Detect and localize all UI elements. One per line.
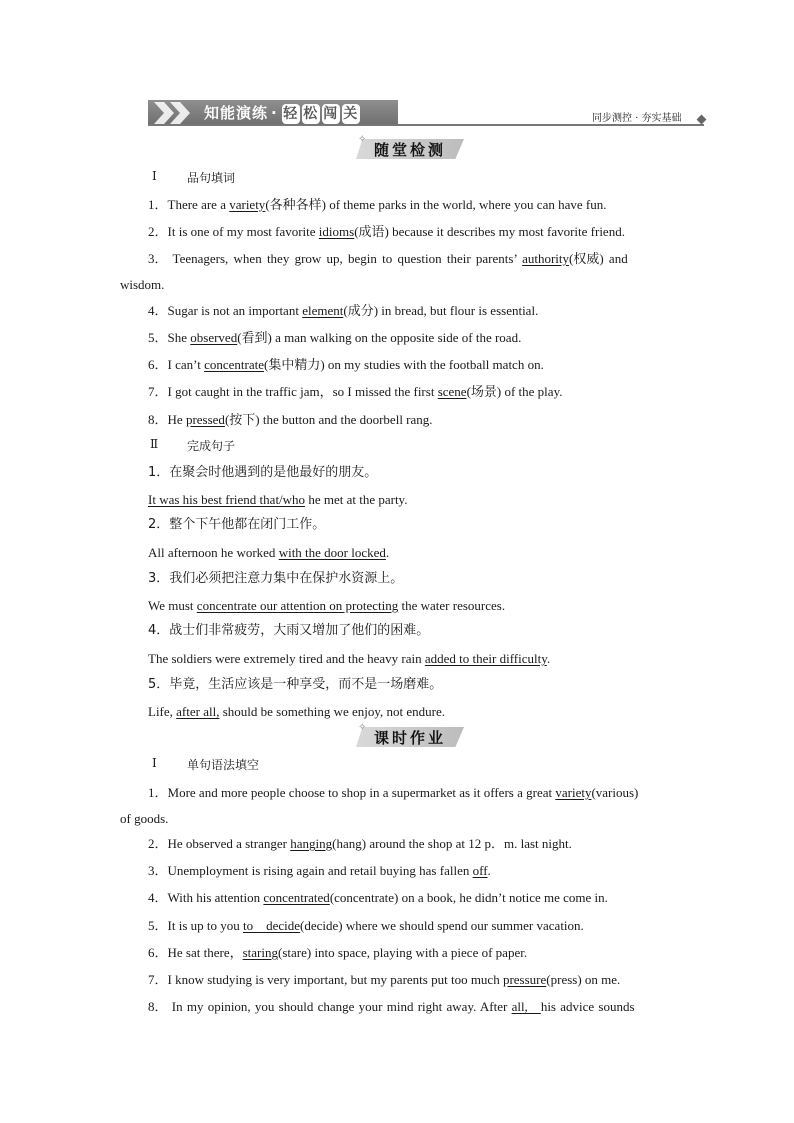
item-text: I can’t: [167, 357, 205, 372]
item-answer: pressed: [185, 412, 225, 427]
double-chevron-icon: [148, 100, 200, 126]
item-number: 4．: [148, 303, 168, 318]
section-tag-in-class: [356, 134, 447, 161]
item-answer: added to their difficulty: [424, 651, 547, 666]
item-text: .: [487, 863, 491, 878]
item-answer: pressure: [502, 972, 547, 987]
header-banner: [148, 100, 398, 126]
item-text: (various): [591, 785, 639, 800]
banner-char: 关: [343, 106, 359, 122]
exercise-item: [148, 863, 491, 879]
item-text: He observed a stranger: [167, 836, 291, 851]
item-text: Sugar is not an important: [167, 303, 303, 318]
answer-sentence: [148, 492, 407, 508]
item-answer: concentrated: [263, 890, 330, 905]
item-text: (场景) of the play.: [466, 384, 563, 399]
item-number: 1．: [148, 197, 168, 212]
section-tag-homework: [356, 722, 447, 749]
item-text: She: [167, 330, 191, 345]
part-title: 单句语法填空: [187, 758, 260, 772]
section-tag-label: 随堂检测: [374, 141, 447, 159]
item-answer: off: [472, 863, 488, 878]
item-text: More and more people choose to shop in a supermarket as it offers a great: [167, 785, 556, 800]
chinese-prompt: 5．毕竟，生活应该是一种享受，而不是一场磨难。: [148, 677, 443, 692]
item-answer: It was his best friend that/who: [148, 492, 306, 507]
item-text: (集中精力) on my studies with the football match on.: [264, 357, 544, 372]
item-text: I got caught in the traffic jam，so I missed the first: [167, 384, 438, 399]
item-text: Unemployment is rising again and retail buying has fallen: [167, 863, 473, 878]
item-text: the water resources.: [398, 598, 506, 613]
banner-char: 闯: [323, 106, 339, 122]
item-answer: concentrate our attention on protecting: [196, 598, 399, 613]
item-text: It is one of my most favorite: [167, 224, 319, 239]
exercise-item: [148, 918, 584, 934]
item-number: 4．: [148, 890, 168, 905]
item-number: 1．: [148, 785, 168, 800]
item-text: (按下) the button and the doorbell rang.: [224, 412, 433, 427]
item-number: 2．: [148, 224, 168, 239]
item-answer: staring: [242, 945, 278, 960]
item-text: he met at the party.: [305, 492, 408, 507]
item-text: .: [546, 651, 551, 666]
item-text: With his attention: [167, 890, 264, 905]
exercise-item: [148, 836, 572, 852]
item-text: (各种各样) of theme parks in the world, where you can have fun.: [265, 197, 607, 212]
exercise-item: [148, 972, 620, 988]
item-text: should be something we enjoy, not endure.: [219, 704, 446, 719]
item-answer: to decide: [243, 918, 301, 933]
item-answer: all,: [511, 999, 541, 1014]
exercise-item: [148, 412, 433, 428]
item-text: (权威) and: [569, 251, 628, 266]
sparkle-icon: ✧: [358, 134, 370, 145]
part-numeral: Ⅱ: [150, 437, 159, 451]
exercise-item-continuation: of goods.: [120, 811, 169, 826]
item-text: All afternoon he worked: [148, 545, 279, 560]
item-text: (concentrate) on a book, he didn’t notice me come in.: [329, 890, 608, 905]
item-answer: hanging: [290, 836, 333, 851]
exercise-item: [148, 945, 527, 961]
part-numeral: Ⅰ: [152, 756, 157, 770]
exercise-item: [148, 251, 628, 267]
header-right-label: 同步测控 · 夯实基础: [592, 113, 682, 124]
banner-char: 轻: [283, 106, 299, 122]
item-text: The soldiers were extremely tired and the heavy rain: [148, 651, 425, 666]
item-answer: with the door locked: [278, 545, 386, 560]
item-text: He: [167, 412, 186, 427]
item-text: Teenagers, when they grow up, begin to question their parents’: [172, 251, 523, 266]
header-rule: [148, 124, 704, 126]
item-text: (看到) a man walking on the opposite side of the road.: [237, 330, 522, 345]
sparkle-icon: ✧: [358, 722, 370, 733]
exercise-item: [148, 224, 625, 240]
exercise-item-continuation: wisdom.: [120, 277, 165, 292]
item-text: .: [385, 545, 390, 560]
item-number: 6．: [148, 357, 168, 372]
answer-sentence: [148, 651, 550, 667]
exercise-item: [148, 197, 606, 213]
item-text: (hang) around the shop at 12 p．m. last night.: [332, 836, 572, 851]
chinese-prompt: 2．整个下午他都在闭门工作。: [148, 517, 326, 532]
chinese-prompt: 4．战士们非常疲劳，大雨又增加了他们的困难。: [148, 623, 430, 638]
answer-sentence: [148, 598, 505, 614]
exercise-item: [148, 357, 544, 373]
item-number: 8．: [148, 412, 168, 427]
banner-title: [204, 102, 361, 124]
chinese-prompt: 1．在聚会时他遇到的是他最好的朋友。: [148, 465, 378, 480]
item-text: He sat there，: [167, 945, 243, 960]
item-text: (decide) where we should spend our summer vacation.: [300, 918, 584, 933]
item-text: (press) on me.: [546, 972, 621, 987]
exercise-item: [148, 785, 638, 801]
item-text: I know studying is very important, but my parents put too much: [167, 972, 503, 987]
item-text: In my opinion, you should change your mind right away. After: [171, 999, 512, 1014]
section-tag-label: 课时作业: [374, 729, 447, 747]
item-text: There are a: [167, 197, 230, 212]
exercise-item: [148, 330, 521, 346]
part-title: 完成句子: [187, 439, 236, 453]
exercise-item: [148, 303, 538, 319]
item-number: 5．: [148, 330, 168, 345]
item-number: 6．: [148, 945, 168, 960]
item-number: 2．: [148, 836, 168, 851]
banner-title-separator: ·: [271, 104, 278, 122]
item-number: 3．: [148, 863, 168, 878]
item-number: 8．: [148, 999, 168, 1014]
item-number: 7．: [148, 384, 168, 399]
diamond-icon: [697, 115, 707, 125]
chinese-prompt: 3．我们必须把注意力集中在保护水资源上。: [148, 571, 404, 586]
item-text: It is up to you: [167, 918, 243, 933]
exercise-item: [148, 999, 635, 1015]
item-number: 7．: [148, 972, 168, 987]
item-answer: scene: [437, 384, 467, 399]
item-answer: authority: [522, 251, 570, 266]
item-answer: after all,: [176, 704, 220, 719]
banner-char: 松: [303, 106, 319, 122]
item-answer: variety: [229, 197, 266, 212]
item-text: (成语) because it describes my most favorite friend.: [354, 224, 625, 239]
item-text: (stare) into space, playing with a piece of paper.: [278, 945, 528, 960]
item-text: his advice sounds: [540, 999, 635, 1014]
answer-sentence: [148, 704, 445, 720]
item-answer: idioms: [318, 224, 355, 239]
item-answer: variety: [555, 785, 592, 800]
part-numeral: Ⅰ: [152, 169, 157, 183]
exercise-item: [148, 890, 608, 906]
part-title: 品句填词: [187, 171, 236, 185]
item-answer: concentrate: [204, 357, 264, 372]
banner-title-left: 知能演练: [204, 104, 269, 122]
exercise-item: [148, 384, 562, 400]
item-answer: observed: [190, 330, 238, 345]
item-number: 3．: [148, 251, 168, 266]
item-number: 5．: [148, 918, 168, 933]
item-text: We must: [148, 598, 197, 613]
answer-sentence: [148, 545, 389, 561]
item-text: Life,: [148, 704, 177, 719]
item-text: (成分) in bread, but flour is essential.: [343, 303, 539, 318]
item-answer: element: [302, 303, 344, 318]
